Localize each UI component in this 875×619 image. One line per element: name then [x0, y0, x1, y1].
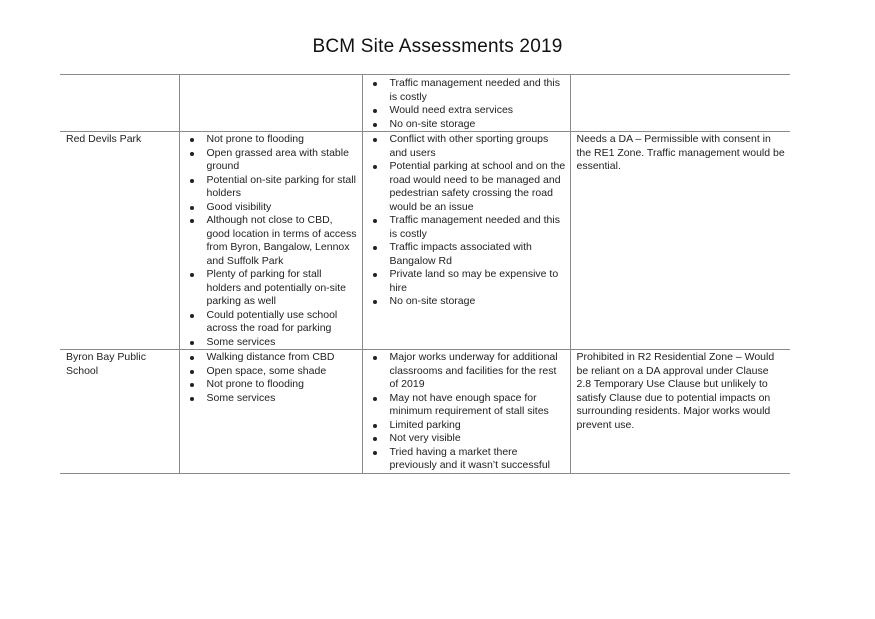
- pros-list: [186, 351, 358, 405]
- list-item: Would need extra services: [369, 104, 566, 118]
- list-item: Plenty of parking for stall holders and potentially on-site parking as well: [186, 268, 358, 309]
- list-item: Although not close to CBD, good location in terms of access from Byron, Bangalow, Lennox and Suffolk Park: [186, 214, 358, 268]
- table-row: [60, 132, 790, 350]
- cons-list: [369, 133, 566, 309]
- list-item: Potential on-site parking for stall holders: [186, 174, 358, 201]
- list-item: Tried having a market there previously and it wasn’t successful: [369, 446, 566, 473]
- site-name-cell: Byron Bay Public School: [60, 350, 179, 474]
- list-item: No on-site storage: [369, 295, 566, 309]
- list-item: Limited parking: [369, 419, 566, 433]
- list-item: Open space, some shade: [186, 365, 358, 379]
- cons-cell: [362, 75, 570, 132]
- cons-list: [369, 77, 566, 131]
- cons-cell: [362, 350, 570, 474]
- table-row: [60, 75, 790, 132]
- pros-cell: [179, 350, 362, 474]
- cons-list: [369, 351, 566, 473]
- list-item: Some services: [186, 392, 358, 406]
- list-item: Not very visible: [369, 432, 566, 446]
- cons-cell: [362, 132, 570, 350]
- pros-list: [186, 133, 358, 349]
- list-item: Good visibility: [186, 201, 358, 215]
- page-title: BCM Site Assessments 2019: [312, 36, 563, 57]
- list-item: Could potentially use school across the road for parking: [186, 309, 358, 336]
- list-item: Some services: [186, 336, 358, 350]
- list-item: Traffic impacts associated with Bangalow Rd: [369, 241, 566, 268]
- pros-cell: [179, 75, 362, 132]
- site-name-cell: Red Devils Park: [60, 132, 179, 350]
- list-item: Potential parking at school and on the road would need to be managed and pedestrian safety crossing the road would be an issue: [369, 160, 566, 214]
- site-assessment-table: [60, 74, 790, 474]
- list-item: Not prone to flooding: [186, 133, 358, 147]
- list-item: Walking distance from CBD: [186, 351, 358, 365]
- planning-cell: Needs a DA – Permissible with consent in the RE1 Zone. Traffic management would be essential.: [570, 132, 790, 350]
- list-item: Conflict with other sporting groups and users: [369, 133, 566, 160]
- site-name-cell: [60, 75, 179, 132]
- planning-cell: [570, 75, 790, 132]
- list-item: No on-site storage: [369, 118, 566, 132]
- list-item: Traffic management needed and this is costly: [369, 214, 566, 241]
- list-item: Traffic management needed and this is costly: [369, 77, 566, 104]
- list-item: Private land so may be expensive to hire: [369, 268, 566, 295]
- pros-cell: [179, 132, 362, 350]
- list-item: Not prone to flooding: [186, 378, 358, 392]
- table-row: [60, 350, 790, 474]
- list-item: Major works underway for additional classrooms and facilities for the rest of 2019: [369, 351, 566, 392]
- planning-cell: Prohibited in R2 Residential Zone – Would be reliant on a DA approval under Clause 2.8 Temporary Use Clause but unlikely to satisfy Clause due to potential impacts on surrounding residents. Major works would prevent use.: [570, 350, 790, 474]
- list-item: Open grassed area with stable ground: [186, 147, 358, 174]
- list-item: May not have enough space for minimum requirement of stall sites: [369, 392, 566, 419]
